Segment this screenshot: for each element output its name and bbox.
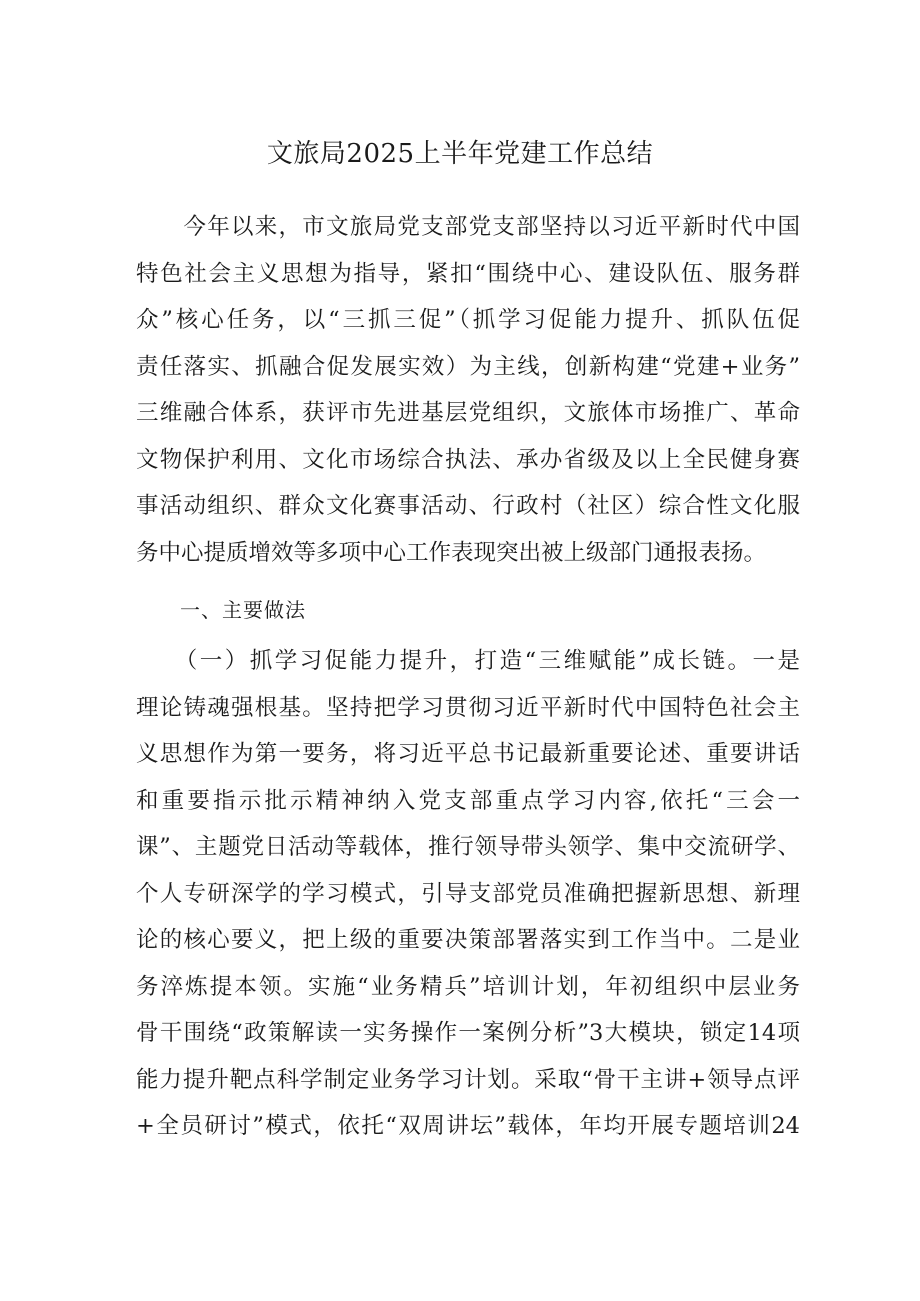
paragraph-line: 个人专研深学的学习模式，引导支部党员准确把握新思想、新理 (136, 880, 800, 907)
paragraph-line: 事活动组织、群众文化赛事活动、行政村（社区）综合性文化服 (136, 493, 800, 519)
paragraph-line: +全员研讨”模式，依托“双周讲坛”载体，年均开展专题培训24 (136, 1113, 800, 1139)
paragraph-line: 能力提升靶点科学制定业务学习计划。采取“骨干主讲+领导点评 (136, 1066, 800, 1093)
paragraph-line: 今年以来，市文旅局党支部党支部坚持以习近平新时代中国 (136, 214, 800, 240)
paragraph-line: 骨干围绕“政策解读一实务操作一案例分析”3大模块，锁定14项 (136, 1020, 800, 1046)
paragraph-line: 文物保护利用、文化市场综合执法、承办省级及以上全民健身赛 (136, 446, 800, 473)
paragraph-line: 义思想作为第一要务，将习近平总书记最新重要论述、重要讲话 (136, 741, 800, 767)
paragraph-line: 众”核心任务，以“三抓三促”（抓学习促能力提升、抓队伍促 (136, 307, 800, 333)
paragraph-line: 论的核心要义，把上级的重要决策部署落实到工作当中。二是业 (136, 927, 800, 953)
intro-paragraph (136, 204, 800, 576)
paragraph-line: 理论铸魂强根基。坚持把学习贯彻习近平新时代中国特色社会主 (136, 694, 800, 721)
document-title: 文旅局2025上半年党建工作总结 (266, 139, 654, 169)
paragraph-line: 务中心提质增效等多项中心工作表现突出被上级部门通报表扬。 (136, 539, 767, 566)
paragraph-line: 务淬炼提本领。实施“业务精兵”培训计划，年初组织中层业务 (136, 973, 800, 1000)
paragraph-line: （一）抓学习促能力提升，打造“三维赋能”成长链。一是 (136, 648, 800, 674)
paragraph-line: 课”、主题党日活动等载体，推行领导带头领学、集中交流研学、 (136, 834, 800, 860)
paragraph-line: 特色社会主义思想为指导，紧扣“围绕中心、建设队伍、服务群 (136, 260, 800, 287)
section-heading: 一、主要做法 (180, 598, 306, 622)
paragraph-line: 和重要指示批示精神纳入党支部重点学习内容,依托“三会一 (136, 787, 800, 814)
paragraph-line: 责任落实、抓融合促发展实效）为主线，创新构建“党建+业务” (136, 353, 800, 380)
paragraph-line: 三维融合体系，获评市先进基层党组织，文旅体市场推广、革命 (136, 400, 800, 426)
section-paragraph (136, 638, 800, 1150)
